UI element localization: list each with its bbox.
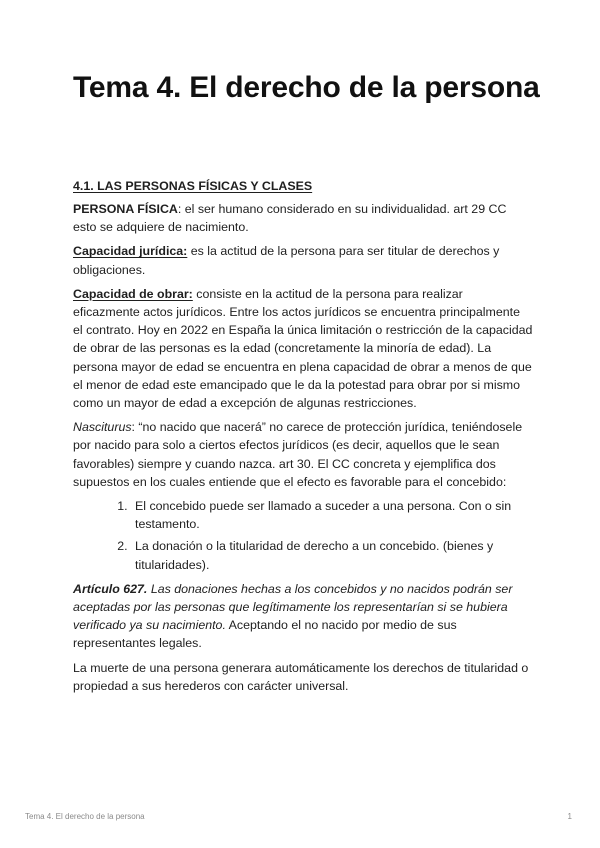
articulo-italic-text: Las donaciones hechas a los concebidos y no nacidos podrán ser aceptadas por las personas que legítimamente los representarían si se hubiera verificado ya su nacimiento.	[73, 581, 513, 633]
nasciturus-paragraph	[73, 418, 533, 491]
persona-fisica-text: : el ser humano considerado en su individualidad. art 29 CC esto se adquiere de nacimiento.	[73, 202, 507, 235]
nasciturus-term: Nasciturus	[73, 420, 132, 435]
footer-title: Tema 4. El derecho de la persona	[25, 812, 145, 821]
document-title: Tema 4. El derecho de la persona	[73, 71, 540, 104]
articulo-term: Artículo 627.	[73, 581, 148, 596]
articulo-paragraph	[73, 580, 533, 653]
capacidad-obrar-paragraph	[73, 285, 533, 412]
list-item: 2. La donación o la titularidad de derecho a un concebido. (bienes y titularidades).	[131, 537, 533, 573]
persona-fisica-term: PERSONA FÍSICA	[73, 202, 178, 216]
page-number: 1	[567, 812, 572, 821]
document-body	[73, 178, 533, 701]
capacidad-obrar-text: consiste en la actitud de la persona para realizar eficazmente actos jurídicos. Entre los actos jurídicos se encuentra principalmente el contrato. Hoy en 2022 en España la única limitación o restricción de la capacidad de obrar de las personas es la edad (concretamente la minoría de edad). La persona mayor de edad se encuentra en plena capacidad de obrar a menos de que el menor de edad este emancipado que le da la potestad para obrar por si mismo como un mayor de edad a excepción de algunas restricciones.	[73, 286, 533, 411]
capacidad-juridica-text: es la actitud de la persona para ser titular de derechos y obligaciones.	[73, 244, 500, 277]
articulo-text: Aceptando el no nacido por medio de sus representantes legales.	[73, 618, 457, 651]
capacidad-obrar-term: Capacidad de obrar:	[73, 286, 193, 301]
capacidad-juridica-paragraph	[73, 242, 533, 278]
persona-fisica-paragraph	[73, 200, 533, 236]
list-item: 1. El concebido puede ser llamado a suceder a una persona. Con o sin testamento.	[131, 497, 533, 533]
nasciturus-text: : “no nacido que nacerá” no carece de protección jurídica, teniéndosele por nacido para solo a ciertos efectos jurídicos (es decir, aquellos que le sean favorables) siempre y cuando nazca. art 30. El CC concreta y ejemplifica dos supuestos en los cuales entiende que el efecto es favorable para el concebido:	[73, 420, 523, 489]
supuestos-list	[91, 497, 533, 574]
closing-paragraph: La muerte de una persona generara automáticamente los derechos de titularidad o propiedad a sus herederos con carácter universal.	[73, 660, 529, 693]
capacidad-juridica-term: Capacidad jurídica:	[73, 244, 188, 259]
section-heading: 4.1. LAS PERSONAS FÍSICAS Y CLASES	[73, 179, 313, 193]
